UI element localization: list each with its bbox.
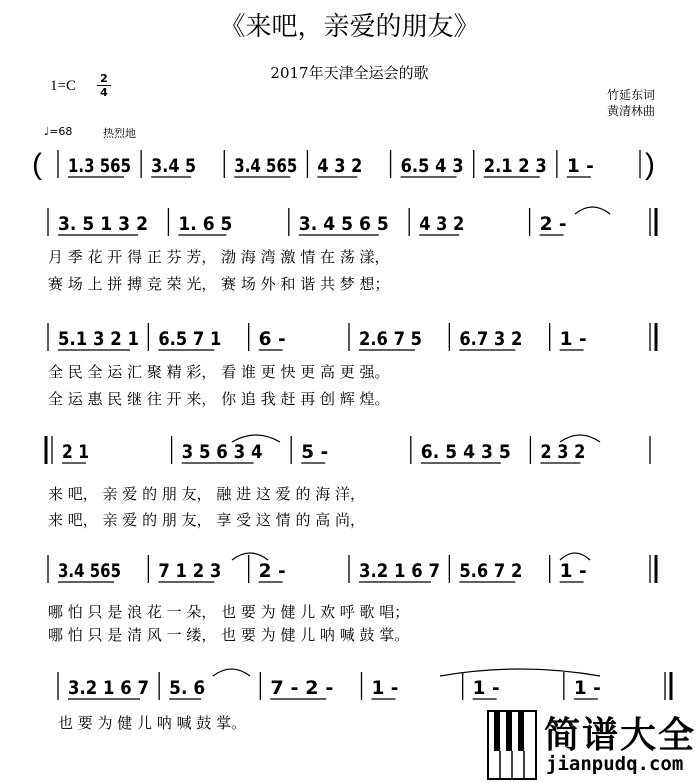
measure-notes: 5.6 7 2 [459, 560, 523, 582]
logo-url: jianpudq.com [546, 753, 684, 775]
lyrics-s5-v1: 哪 怕 只 是 浪 花 一 朵， 也 要 为 健 儿 欢 呼 歌 唱； [48, 603, 410, 621]
lyricist-credit: 竹延东词 [606, 88, 655, 102]
piano-keys-icon [486, 705, 540, 783]
measure-notes: 3.4 5 [151, 155, 197, 177]
composer-credit: 黄清林曲 [606, 104, 655, 118]
measure-notes: 6.5 4 3 [400, 155, 464, 177]
lyrics-s6-v1: 也 要 为 健 儿 呐 喊 鼓 掌。 [58, 714, 247, 732]
measure-notes: 3.4 565 [58, 560, 121, 582]
measure-notes: 2 1 [62, 441, 89, 463]
lyrics-s5-v2: 哪 怕 只 是 清 风 一 缕， 也 要 为 健 儿 呐 喊 鼓 掌。 [48, 626, 410, 644]
lyrics-s2-v1: 月 季 花 开 得 正 芬 芳， 渤 海 湾 激 情 在 荡 漾， [48, 248, 390, 266]
measure-notes: 6 - [258, 328, 286, 350]
measure-notes: 2 3 2 [540, 441, 586, 463]
lyrics-s4-v1: 来 吧， 亲 爱 的 朋 友， 融 进 这 爱 的 海 洋， [48, 485, 365, 503]
measure-notes: 1. 6 5 [178, 213, 233, 235]
intro-close-paren: ) [645, 148, 655, 181]
logo-text: 简谱大全 [544, 715, 697, 756]
key-signature: 1=C [50, 78, 76, 94]
measure-notes: 1.3 565 [68, 155, 131, 177]
measure-notes: 1 - [371, 677, 399, 699]
measure-notes: 2.1 2 3 [483, 155, 547, 177]
tempo-mark: ♩=68 [44, 125, 73, 138]
jianpudq-logo [486, 705, 699, 783]
measure-notes: 7 - 2 - [270, 677, 334, 699]
measure-notes: 6.5 7 1 [158, 328, 222, 350]
slur-arc [575, 207, 610, 214]
measure-notes: 6. 5 4 3 5 [420, 441, 511, 463]
lyrics-s2-v2: 赛 场 上 拼 搏 竞 荣 光， 赛 场 外 和 谐 共 梦 想； [48, 275, 390, 293]
measure-notes: 5.1 3 2 1 [58, 328, 139, 350]
song-title: 《来吧，亲爱的朋友》 [219, 12, 480, 42]
measure-notes: 3.2 1 6 7 [359, 560, 440, 582]
measure-notes: 1 - [573, 677, 601, 699]
slur-arc [232, 553, 268, 560]
measure-notes: 5 - [301, 441, 329, 463]
measure-notes: 1 - [472, 677, 500, 699]
lyrics-s4-v2: 来 吧， 亲 爱 的 朋 友， 享 受 这 情 的 高 尚， [48, 511, 365, 529]
slur-arc [560, 553, 590, 560]
intro-open-paren: ( [32, 148, 42, 181]
song-subtitle: 2017年天津全运会的歌 [270, 64, 429, 82]
measure-notes: 1 - [566, 155, 594, 177]
lyrics-s3-v2: 全 运 惠 民 继 往 开 来， 你 追 我 赶 再 创 辉 煌。 [48, 390, 390, 408]
measure-notes: 3.2 1 6 7 [68, 677, 149, 699]
measure-notes: 2 - [258, 560, 286, 582]
slur-arc [440, 669, 600, 676]
measure-notes: 2.6 7 5 [359, 328, 422, 350]
time-signature-numerator: 2 [100, 72, 108, 85]
measure-notes: 1 - [559, 560, 587, 582]
time-signature-denominator: 4 [97, 85, 111, 99]
measure-notes: 4 3 2 [419, 213, 465, 235]
lyrics-s3-v1: 全 民 全 运 汇 聚 精 彩， 看 谁 更 快 更 高 更 强。 [48, 363, 390, 381]
slur-arc [213, 669, 250, 676]
measure-notes: 3 5 6 3 4 [181, 441, 263, 463]
measure-notes: 3. 5 1 3 2 [58, 213, 148, 235]
measure-notes: 4 3 2 [317, 155, 363, 177]
measure-notes: 1 - [559, 328, 587, 350]
expression-mark: 热烈地 [103, 127, 136, 140]
measure-notes: 6.7 3 2 [459, 328, 523, 350]
measure-notes: 7 1 2 3 [158, 560, 222, 582]
measure-notes: 5. 6 [169, 677, 206, 699]
measure-notes: 3. 4 5 6 5 [298, 213, 389, 235]
measure-notes: 2 - [539, 213, 567, 235]
measure-notes: 3.4 565 [234, 155, 298, 177]
